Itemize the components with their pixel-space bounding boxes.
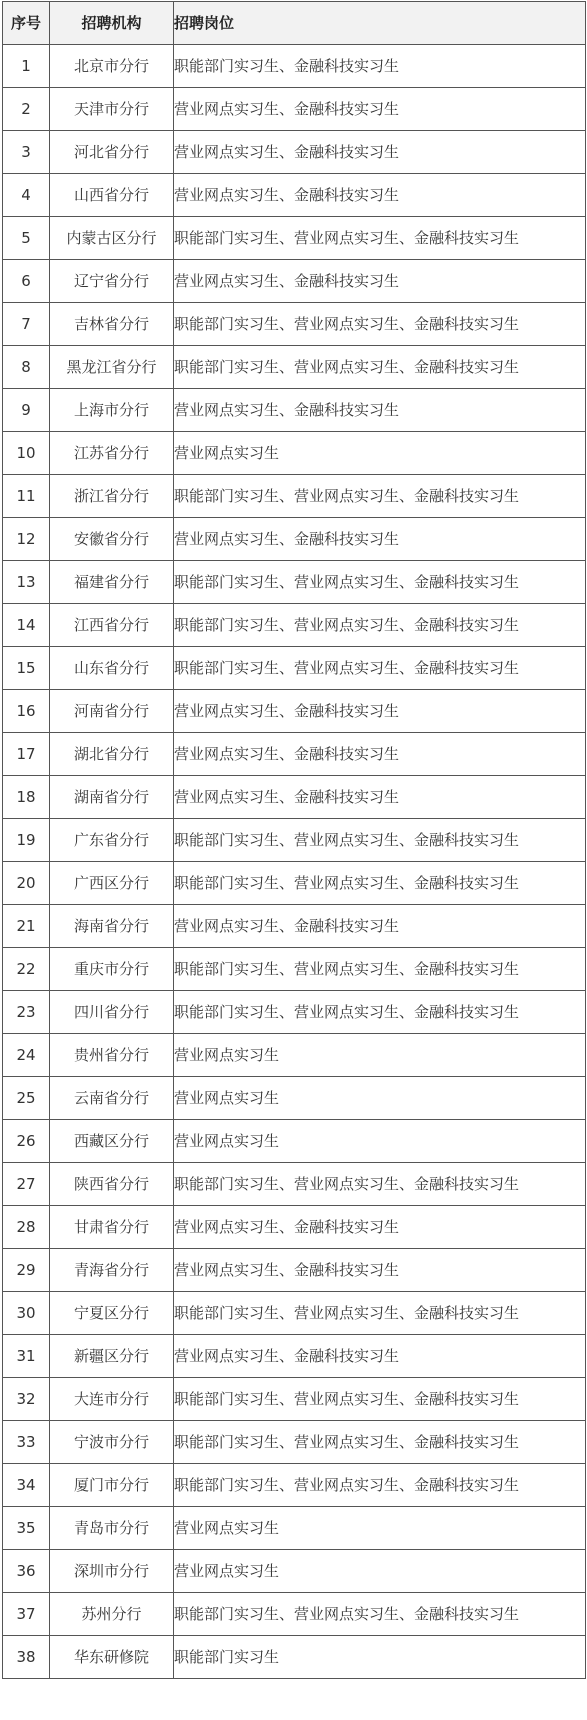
organization-cell: 山东省分行: [50, 647, 174, 690]
table-header: [3, 2, 586, 45]
table-row: [3, 1550, 586, 1593]
table-row: [3, 862, 586, 905]
table-row: [3, 905, 586, 948]
organization-cell: 吉林省分行: [50, 303, 174, 346]
row-number-cell: 13: [3, 561, 50, 604]
positions-cell: 职能部门实习生、营业网点实习生、金融科技实习生: [174, 948, 586, 991]
table-row: [3, 1593, 586, 1636]
positions-cell: 职能部门实习生、营业网点实习生、金融科技实习生: [174, 1421, 586, 1464]
organization-cell: 江苏省分行: [50, 432, 174, 475]
row-number-cell: 20: [3, 862, 50, 905]
organization-cell: 北京市分行: [50, 45, 174, 88]
positions-cell: 职能部门实习生、营业网点实习生、金融科技实习生: [174, 819, 586, 862]
row-number-cell: 27: [3, 1163, 50, 1206]
header-positions: 招聘岗位: [174, 2, 586, 45]
table-row: [3, 1464, 586, 1507]
positions-cell: 营业网点实习生、金融科技实习生: [174, 905, 586, 948]
table-row: [3, 1249, 586, 1292]
table-row: [3, 1378, 586, 1421]
organization-cell: 青岛市分行: [50, 1507, 174, 1550]
row-number-cell: 3: [3, 131, 50, 174]
positions-cell: 职能部门实习生、营业网点实习生、金融科技实习生: [174, 346, 586, 389]
organization-cell: 苏州分行: [50, 1593, 174, 1636]
row-number-cell: 11: [3, 475, 50, 518]
organization-cell: 重庆市分行: [50, 948, 174, 991]
header-row: [3, 2, 586, 45]
positions-cell: 职能部门实习生、金融科技实习生: [174, 45, 586, 88]
recruitment-table: [2, 1, 586, 1679]
organization-cell: 广西区分行: [50, 862, 174, 905]
table-row: [3, 733, 586, 776]
row-number-cell: 21: [3, 905, 50, 948]
row-number-cell: 9: [3, 389, 50, 432]
organization-cell: 华东研修院: [50, 1636, 174, 1679]
row-number-cell: 23: [3, 991, 50, 1034]
organization-cell: 安徽省分行: [50, 518, 174, 561]
row-number-cell: 24: [3, 1034, 50, 1077]
row-number-cell: 26: [3, 1120, 50, 1163]
row-number-cell: 31: [3, 1335, 50, 1378]
table-row: [3, 131, 586, 174]
table-row: [3, 1163, 586, 1206]
positions-cell: 营业网点实习生、金融科技实习生: [174, 518, 586, 561]
recruitment-table-container: [2, 1, 586, 1679]
positions-cell: 营业网点实习生: [174, 432, 586, 475]
organization-cell: 陕西省分行: [50, 1163, 174, 1206]
table-row: [3, 217, 586, 260]
organization-cell: 黑龙江省分行: [50, 346, 174, 389]
row-number-cell: 36: [3, 1550, 50, 1593]
table-row: [3, 1292, 586, 1335]
table-row: [3, 475, 586, 518]
table-body: [3, 45, 586, 1679]
row-number-cell: 19: [3, 819, 50, 862]
positions-cell: 职能部门实习生、营业网点实习生、金融科技实习生: [174, 303, 586, 346]
table-row: [3, 991, 586, 1034]
positions-cell: 营业网点实习生: [174, 1120, 586, 1163]
positions-cell: 职能部门实习生、营业网点实习生、金融科技实习生: [174, 1378, 586, 1421]
organization-cell: 厦门市分行: [50, 1464, 174, 1507]
row-number-cell: 25: [3, 1077, 50, 1120]
positions-cell: 营业网点实习生、金融科技实习生: [174, 776, 586, 819]
organization-cell: 深圳市分行: [50, 1550, 174, 1593]
row-number-cell: 18: [3, 776, 50, 819]
table-row: [3, 948, 586, 991]
organization-cell: 云南省分行: [50, 1077, 174, 1120]
positions-cell: 营业网点实习生、金融科技实习生: [174, 690, 586, 733]
row-number-cell: 12: [3, 518, 50, 561]
positions-cell: 职能部门实习生、营业网点实习生、金融科技实习生: [174, 217, 586, 260]
row-number-cell: 33: [3, 1421, 50, 1464]
positions-cell: 营业网点实习生、金融科技实习生: [174, 260, 586, 303]
table-row: [3, 1034, 586, 1077]
row-number-cell: 5: [3, 217, 50, 260]
row-number-cell: 8: [3, 346, 50, 389]
table-row: [3, 260, 586, 303]
organization-cell: 山西省分行: [50, 174, 174, 217]
table-row: [3, 819, 586, 862]
row-number-cell: 4: [3, 174, 50, 217]
row-number-cell: 17: [3, 733, 50, 776]
organization-cell: 新疆区分行: [50, 1335, 174, 1378]
positions-cell: 营业网点实习生、金融科技实习生: [174, 733, 586, 776]
row-number-cell: 16: [3, 690, 50, 733]
positions-cell: 职能部门实习生、营业网点实习生、金融科技实习生: [174, 475, 586, 518]
organization-cell: 福建省分行: [50, 561, 174, 604]
table-row: [3, 1507, 586, 1550]
table-row: [3, 1120, 586, 1163]
positions-cell: 职能部门实习生、营业网点实习生、金融科技实习生: [174, 862, 586, 905]
organization-cell: 宁波市分行: [50, 1421, 174, 1464]
table-row: [3, 647, 586, 690]
positions-cell: 营业网点实习生: [174, 1507, 586, 1550]
positions-cell: 营业网点实习生、金融科技实习生: [174, 88, 586, 131]
organization-cell: 江西省分行: [50, 604, 174, 647]
row-number-cell: 6: [3, 260, 50, 303]
row-number-cell: 1: [3, 45, 50, 88]
organization-cell: 天津市分行: [50, 88, 174, 131]
positions-cell: 职能部门实习生、营业网点实习生、金融科技实习生: [174, 561, 586, 604]
organization-cell: 大连市分行: [50, 1378, 174, 1421]
row-number-cell: 37: [3, 1593, 50, 1636]
organization-cell: 西藏区分行: [50, 1120, 174, 1163]
positions-cell: 营业网点实习生、金融科技实习生: [174, 131, 586, 174]
table-row: [3, 389, 586, 432]
table-row: [3, 1636, 586, 1679]
header-organization: 招聘机构: [50, 2, 174, 45]
positions-cell: 职能部门实习生、营业网点实习生、金融科技实习生: [174, 647, 586, 690]
organization-cell: 湖北省分行: [50, 733, 174, 776]
organization-cell: 湖南省分行: [50, 776, 174, 819]
organization-cell: 辽宁省分行: [50, 260, 174, 303]
organization-cell: 广东省分行: [50, 819, 174, 862]
row-number-cell: 22: [3, 948, 50, 991]
row-number-cell: 29: [3, 1249, 50, 1292]
row-number-cell: 28: [3, 1206, 50, 1249]
positions-cell: 职能部门实习生、营业网点实习生、金融科技实习生: [174, 991, 586, 1034]
positions-cell: 营业网点实习生: [174, 1550, 586, 1593]
organization-cell: 河北省分行: [50, 131, 174, 174]
row-number-cell: 34: [3, 1464, 50, 1507]
organization-cell: 甘肃省分行: [50, 1206, 174, 1249]
table-row: [3, 346, 586, 389]
row-number-cell: 32: [3, 1378, 50, 1421]
table-row: [3, 1335, 586, 1378]
table-row: [3, 561, 586, 604]
table-row: [3, 690, 586, 733]
table-row: [3, 776, 586, 819]
table-row: [3, 1206, 586, 1249]
organization-cell: 河南省分行: [50, 690, 174, 733]
positions-cell: 营业网点实习生: [174, 1034, 586, 1077]
organization-cell: 海南省分行: [50, 905, 174, 948]
row-number-cell: 38: [3, 1636, 50, 1679]
organization-cell: 贵州省分行: [50, 1034, 174, 1077]
table-row: [3, 1421, 586, 1464]
row-number-cell: 30: [3, 1292, 50, 1335]
positions-cell: 职能部门实习生、营业网点实习生、金融科技实习生: [174, 1163, 586, 1206]
positions-cell: 职能部门实习生、营业网点实习生、金融科技实习生: [174, 604, 586, 647]
organization-cell: 浙江省分行: [50, 475, 174, 518]
positions-cell: 营业网点实习生、金融科技实习生: [174, 389, 586, 432]
positions-cell: 职能部门实习生、营业网点实习生、金融科技实习生: [174, 1593, 586, 1636]
table-row: [3, 432, 586, 475]
row-number-cell: 2: [3, 88, 50, 131]
positions-cell: 营业网点实习生、金融科技实习生: [174, 1206, 586, 1249]
row-number-cell: 35: [3, 1507, 50, 1550]
positions-cell: 职能部门实习生: [174, 1636, 586, 1679]
table-row: [3, 45, 586, 88]
table-row: [3, 604, 586, 647]
positions-cell: 职能部门实习生、营业网点实习生、金融科技实习生: [174, 1292, 586, 1335]
table-row: [3, 88, 586, 131]
organization-cell: 青海省分行: [50, 1249, 174, 1292]
row-number-cell: 15: [3, 647, 50, 690]
row-number-cell: 7: [3, 303, 50, 346]
positions-cell: 营业网点实习生、金融科技实习生: [174, 1249, 586, 1292]
positions-cell: 营业网点实习生、金融科技实习生: [174, 174, 586, 217]
row-number-cell: 10: [3, 432, 50, 475]
positions-cell: 营业网点实习生、金融科技实习生: [174, 1335, 586, 1378]
organization-cell: 四川省分行: [50, 991, 174, 1034]
table-row: [3, 303, 586, 346]
header-number: 序号: [3, 2, 50, 45]
table-row: [3, 518, 586, 561]
positions-cell: 职能部门实习生、营业网点实习生、金融科技实习生: [174, 1464, 586, 1507]
organization-cell: 上海市分行: [50, 389, 174, 432]
organization-cell: 内蒙古区分行: [50, 217, 174, 260]
positions-cell: 营业网点实习生: [174, 1077, 586, 1120]
organization-cell: 宁夏区分行: [50, 1292, 174, 1335]
table-row: [3, 174, 586, 217]
row-number-cell: 14: [3, 604, 50, 647]
table-row: [3, 1077, 586, 1120]
